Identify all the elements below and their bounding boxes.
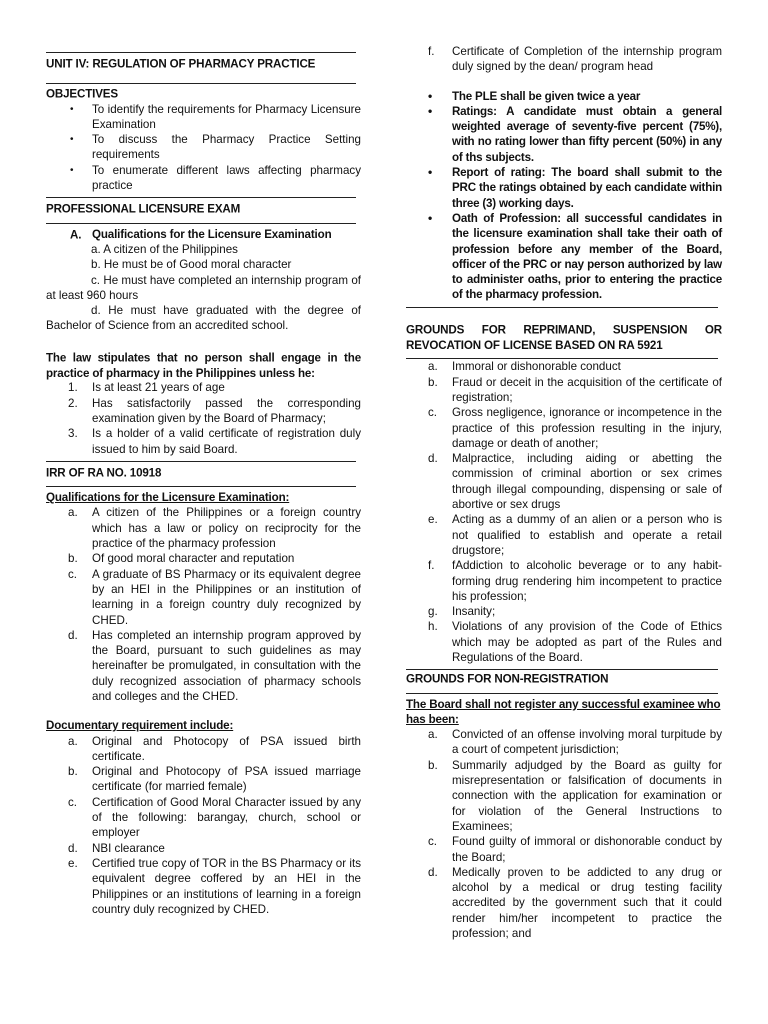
list-item: • The PLE shall be given twice a year: [428, 88, 641, 103]
cert-list: [406, 44, 722, 75]
doc-req-title: Documentary requirement include:: [46, 719, 234, 733]
qual-item: c. He must have completed an internship program of at least 960 hours: [46, 273, 361, 302]
qual-heading: [46, 227, 361, 242]
law-items-list: [46, 380, 361, 456]
qual-title: Qualifications for the Licensure Examination: [92, 227, 332, 241]
grounds-list: [406, 359, 722, 665]
divider: [46, 223, 356, 224]
left-column: [46, 44, 361, 917]
list-item: e. Certified true copy of TOR in the BS Pharmacy or its equivalent degree coffered by an HEI in the Philippines or an institutions of learning in a foreign country duly recognized by CHED.: [68, 856, 361, 916]
list-item: 3. Is a holder of a valid certificate of registration duly issued to him by said Board.: [68, 427, 361, 456]
list-item: a. Convicted of an offense involving moral turpitude by a court of competent jurisdiction;: [428, 728, 722, 757]
list-item: f. Certificate of Completion of the internship program duly signed by the dean/ program head: [428, 45, 722, 74]
list-item: 2. Has satisfactorily passed the corresponding examination given by the Board of Pharmacy;: [68, 396, 361, 425]
list-item: e. Acting as a dummy of an alien or a person who is not qualified to establish and operate a retail drugstore;: [428, 513, 722, 557]
list-item: b. Of good moral character and reputation: [68, 552, 295, 566]
divider: [46, 52, 356, 53]
list-item: b. Summarily adjudged by the Board as guilty for misrepresentation or falsification of documents in connection with the application for examination or for violation of the General Instructions to Examinees;: [428, 758, 722, 833]
list-item: d. Malpractice, including aiding or abetting the commission of criminal abortion or sex crimes through illegal compounding, dispensing or sale of abortive or sex drugs: [428, 452, 722, 512]
irr-title: IRR OF RA NO. 10918: [46, 465, 162, 480]
list-item: b. Original and Photocopy of PSA issued marriage certificate (for married female): [68, 765, 361, 794]
list-item: • To enumerate different laws affecting pharmacy practice: [70, 163, 361, 193]
list-item: • Report of rating: The board shall submit to the PRC the ratings obtained by each candidate within three (3) working days.: [428, 165, 722, 210]
nonreg-list: [406, 727, 722, 941]
list-item: b. Fraud or deceit in the acquisition of the certificate of registration;: [428, 375, 722, 404]
law-stipulates: The law stipulates that no person shall engage in the practice of pharmacy in the Philippines unless he:: [46, 350, 361, 381]
irr-qual-title: Qualifications for the Licensure Examination:: [46, 491, 290, 505]
list-item: d. Medically proven to be addicted to any drug or alcohol by a medical or drug testing facility accredited by the government such that it could render him/her incompetent to practice the profession; and: [428, 865, 722, 941]
right-column: [406, 44, 722, 941]
list-item: a. A citizen of the Philippines or a foreign country which has a law or policy on reciprocity for the practice of the pharmacy profession: [68, 506, 361, 551]
qual-marker: A.: [70, 227, 82, 242]
list-item: g. Insanity;: [428, 605, 496, 619]
list-item: • Ratings: A candidate must obtain a general weighted average of seventy-five percent (75%), with no rating lower than fifty percent (50%) in any of ths subjects.: [428, 103, 722, 164]
list-item: f. fAddiction to alcoholic beverage or to any habit-forming drug rendering him incompetent to practice his profession;: [428, 559, 722, 603]
list-item: • To identify the requirements for Pharmacy Licensure Examination: [70, 102, 361, 131]
objectives-title: OBJECTIVES: [46, 87, 118, 101]
list-item: c. Certification of Good Moral Character issued by any of the following: barangay, church, school or employer: [68, 795, 361, 840]
list-item: c. Found guilty of immoral or dishonorable conduct by the Board;: [428, 835, 722, 864]
doc-req-list: [46, 734, 361, 918]
objectives-list: [46, 102, 361, 194]
list-item: h. Violations of any provision of the Code of Ethics which may be adopted as part of the Rules and Regulations of the Board.: [428, 620, 722, 664]
divider: [46, 461, 356, 462]
list-item: 1. Is at least 21 years of age: [68, 381, 225, 395]
nonreg-intro: The Board shall not register any successful examinee who has been:: [406, 697, 721, 726]
ple-rules-list: [406, 89, 722, 303]
ple-title: PROFESSIONAL LICENSURE EXAM: [46, 202, 241, 216]
grounds-title: GROUNDS FOR REPRIMAND, SUSPENSION OR REVOCATION OF LICENSE BASED ON RA 5921: [406, 322, 722, 353]
qual-item: a. A citizen of the Philippines: [91, 242, 238, 256]
nonreg-title: GROUNDS FOR NON-REGISTRATION: [406, 672, 609, 686]
qual-item: d. He must have graduated with the degree of Bachelor of Science from an accredited school.: [46, 304, 361, 333]
list-item: d. Has completed an internship program approved by the Board, pursuant to such guidelines as may hereinafter be promulgated, in consultation with the duly recognized association of pharmacy schools and colleges and the CHED.: [68, 628, 361, 703]
list-item: a. Immoral or dishonorable conduct: [428, 360, 621, 374]
list-item: • To discuss the Pharmacy Practice Setting requirements: [70, 133, 361, 162]
list-item: c. Gross negligence, ignorance or incompetence in the practice of this profession resulting in the injury, damage or death of another;: [428, 406, 722, 450]
list-item: d. NBI clearance: [68, 841, 165, 855]
qual-item: b. He must be of Good moral character: [91, 258, 292, 272]
list-item: • Oath of Profession: all successful candidates in the licensure examination shall take their oath of profession before any member of the Board, officer of the PRC or nay person authorized by law to administer oaths, prior to entering the practice of the pharmacy profession.: [428, 210, 722, 302]
list-item: a. Original and Photocopy of PSA issued birth certificate.: [68, 734, 361, 763]
list-item: c. A graduate of BS Pharmacy or its equivalent degree by an HEI in the Philippines or an institution of learning in a foreign country duly recognized by CHED.: [68, 567, 361, 627]
divider: [46, 197, 356, 198]
divider: [46, 83, 356, 84]
divider: [406, 693, 718, 694]
unit-title: UNIT IV: REGULATION OF PHARMACY PRACTICE: [46, 57, 316, 71]
divider: [46, 486, 356, 487]
irr-qual-list: [46, 505, 361, 704]
